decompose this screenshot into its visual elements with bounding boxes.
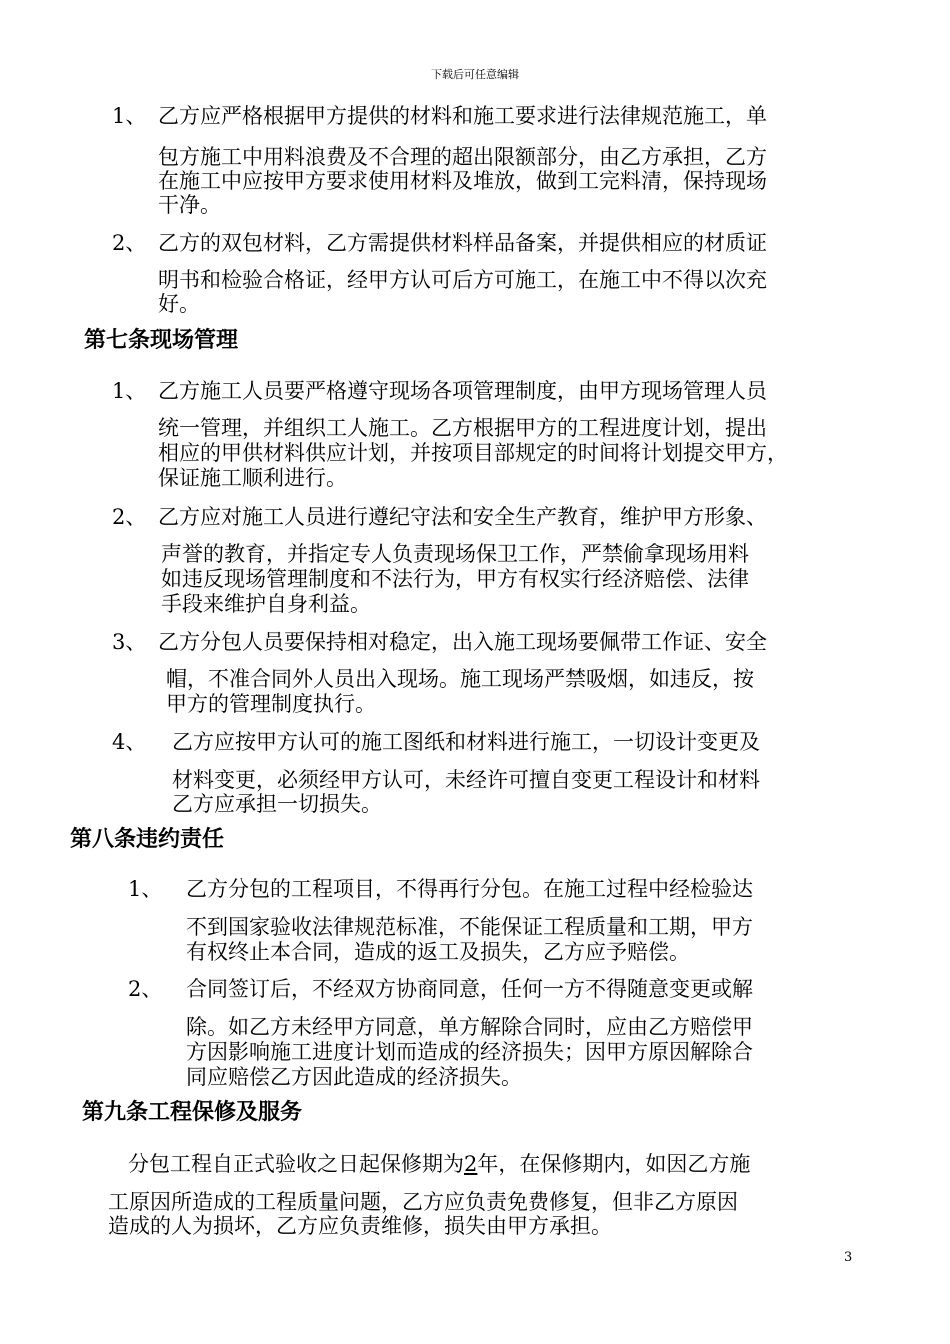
text-line: 乙方施工人员要严格遵守现场各项管理制度，由甲方现场管理人员	[158, 379, 767, 403]
warranty-years: 2	[464, 1152, 478, 1176]
text-line: 在施工中应按甲方要求使用材料及堆放，做到工完料清，保持现场	[158, 169, 767, 193]
text-line: 乙方的双包材料，乙方需提供材料样品备案，并提供相应的材质证	[158, 231, 767, 255]
text-line: 甲方的管理制度执行。	[166, 692, 376, 716]
text-line: 乙方应按甲方认可的施工图纸和材料进行施工，一切设计变更及	[172, 730, 760, 754]
list-number: 1、	[128, 877, 163, 901]
page-header: 下载后可任意编辑	[431, 68, 519, 81]
text-line: 声誉的教育，并指定专人负责现场保卫工作，严禁偷拿现场用料	[161, 542, 749, 566]
text-line	[128, 1152, 750, 1176]
text-line: 好。	[158, 292, 200, 316]
text-span: 年，在保修期内，如因乙方施	[477, 1152, 751, 1176]
section-heading: 第九条工程保修及服务	[82, 1100, 303, 1125]
list-number: 2、	[112, 231, 147, 255]
list-number: 2、	[112, 505, 147, 529]
text-line: 相应的甲供材料供应计划，并按项目部规定的时间将计划提交甲方，	[158, 441, 788, 465]
list-number: 2、	[128, 977, 163, 1001]
text-line: 合同签订后，不经双方协商同意，任何一方不得随意变更或解	[186, 977, 753, 1001]
text-span: 分包工程自正式验收之日起保修期为	[128, 1152, 464, 1176]
text-line: 保证施工顺利进行。	[158, 466, 347, 490]
list-number: 4、	[112, 730, 147, 754]
text-line: 有权终止本合同，造成的返工及损失，乙方应予赔偿。	[186, 940, 690, 964]
text-line: 如违反现场管理制度和不法行为，甲方有权实行经济赔偿、法律	[161, 567, 749, 591]
text-line: 乙方应严格根据甲方提供的材料和施工要求进行法律规范施工，单	[158, 104, 767, 128]
text-line: 不到国家验收法律规范标准，不能保证工程质量和工期，甲方	[186, 915, 753, 939]
text-line: 手段来维护自身利益。	[161, 592, 371, 616]
text-line: 乙方应承担一切损失。	[172, 792, 382, 816]
text-line: 乙方应对施工人员进行遵纪守法和安全生产教育，维护甲方形象、	[158, 505, 767, 529]
text-line: 干净。	[158, 193, 221, 217]
text-line: 造成的人为损坏，乙方应负责维修，损失由甲方承担。	[108, 1214, 612, 1238]
list-number: 3、	[112, 630, 147, 654]
list-number: 1、	[112, 379, 147, 403]
text-line: 工原因所造成的工程质量问题，乙方应负责免费修复，但非乙方原因	[108, 1190, 738, 1214]
text-line: 除。如乙方未经甲方同意，单方解除合同时，应由乙方赔偿甲	[186, 1015, 753, 1039]
text-line: 乙方分包的工程项目，不得再行分包。在施工过程中经检验达	[186, 877, 753, 901]
text-line: 明书和检验合格证，经甲方认可后方可施工，在施工中不得以次充	[158, 268, 767, 292]
section-heading: 第七条现场管理	[84, 328, 239, 353]
text-line: 帽，不准合同外人员出入现场。施工现场严禁吸烟，如违反，按	[166, 667, 754, 691]
text-line: 材料变更，必须经甲方认可，未经许可擅自变更工程设计和材料	[172, 768, 760, 792]
text-line: 统一管理，并组织工人施工。乙方根据甲方的工程进度计划，提出	[158, 416, 767, 440]
text-line: 乙方分包人员要保持相对稳定，出入施工现场要佩带工作证、安全	[158, 630, 767, 654]
text-line: 包方施工中用料浪费及不合理的超出限额部分，由乙方承担，乙方	[158, 145, 767, 169]
section-heading: 第八条违约责任	[70, 827, 225, 852]
text-line: 方因影响施工进度计划而造成的经济损失；因甲方原因解除合	[186, 1040, 753, 1064]
page-number: 3	[844, 1250, 853, 1265]
text-line: 同应赔偿乙方因此造成的经济损失。	[186, 1065, 522, 1089]
list-number: 1、	[112, 104, 147, 128]
